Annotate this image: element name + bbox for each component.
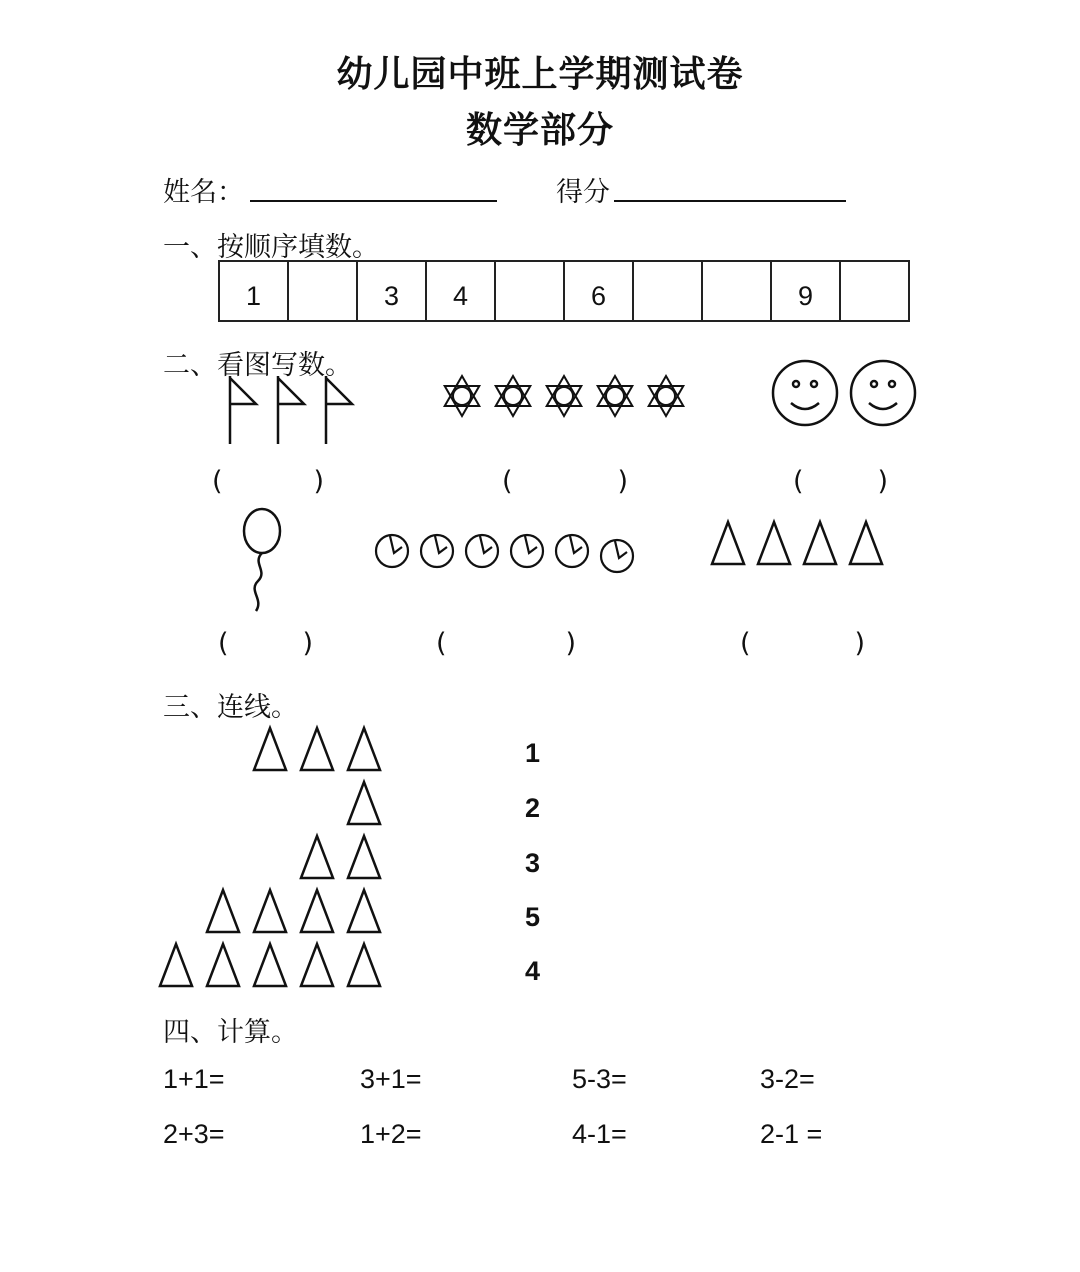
triangle-icon (301, 890, 333, 932)
equation: 2+3= (163, 1119, 225, 1149)
answer-blank-flags[interactable] (212, 466, 324, 497)
smiley-group (770, 356, 920, 432)
sequence-cell[interactable]: 3 (358, 260, 427, 322)
flower-icon (496, 376, 531, 416)
answer-blank-balloon[interactable] (218, 628, 313, 659)
triangle-icon (348, 944, 380, 986)
answer-blank-smileys[interactable] (793, 466, 888, 497)
paren-open: ( (212, 466, 223, 497)
fruit-icon (556, 535, 588, 567)
triangle-icon (301, 836, 333, 878)
flag-icon (230, 376, 256, 444)
equation: 1+1= (163, 1064, 225, 1094)
section-2-heading: 二、看图写数。 (163, 350, 352, 381)
equation: 2-1 = (760, 1119, 823, 1149)
matching-triangles (160, 720, 390, 1000)
sequence-cell[interactable]: 9 (772, 260, 841, 322)
sequence-row (218, 260, 910, 322)
smiley-icon (773, 361, 837, 425)
triangle-icon (160, 944, 192, 986)
triangle-icon (712, 522, 744, 564)
triangle-icon (207, 944, 239, 986)
equation: 4-1= (572, 1119, 627, 1149)
balloon-string (255, 553, 262, 611)
flower-icon (598, 376, 633, 416)
page-title: 幼儿园中班上学期测试卷 (336, 54, 744, 95)
paren-close: ) (854, 628, 865, 659)
smiley-icon (851, 361, 915, 425)
triangle-icon (301, 944, 333, 986)
paren-open: ( (793, 466, 804, 497)
fruit-group (372, 527, 642, 577)
paren-close: ) (617, 466, 628, 497)
triangle-icon (301, 728, 333, 770)
paren-open: ( (218, 628, 229, 659)
flower-icon (445, 376, 480, 416)
fruit-icon (601, 540, 633, 572)
answer-blank-fruits[interactable] (436, 628, 576, 659)
flag-icon (326, 376, 352, 444)
flower-icon (649, 376, 684, 416)
triangle-icon (804, 522, 836, 564)
triangle-icon (758, 522, 790, 564)
match-number[interactable]: 5 (525, 902, 541, 932)
name-label: 姓名： (163, 177, 244, 208)
equation: 3+1= (360, 1064, 422, 1094)
match-number[interactable]: 3 (525, 848, 541, 878)
triangle-icon (348, 890, 380, 932)
sequence-cell[interactable] (496, 260, 565, 322)
balloon-icon (244, 509, 280, 553)
section-4-heading: 四、计算。 (163, 1017, 298, 1048)
sequence-cell[interactable]: 6 (565, 260, 634, 322)
triangle-icon (254, 728, 286, 770)
triangle-icon (348, 728, 380, 770)
triangle-icon (348, 782, 380, 824)
sequence-cell[interactable]: 1 (220, 260, 289, 322)
paren-open: ( (502, 466, 513, 497)
fruit-icon (466, 535, 498, 567)
answer-blank-flowers[interactable] (502, 466, 628, 497)
paren-close: ) (313, 466, 324, 497)
flag-icon (278, 376, 304, 444)
equation: 5-3= (572, 1064, 627, 1094)
equation: 1+2= (360, 1119, 422, 1149)
match-number[interactable]: 1 (525, 738, 541, 768)
triangle-group (708, 520, 893, 570)
equation: 3-2= (760, 1064, 815, 1094)
page-subtitle: 数学部分 (465, 110, 614, 151)
paren-close: ) (302, 628, 313, 659)
score-field[interactable] (614, 200, 846, 202)
paren-open: ( (436, 628, 447, 659)
balloon-group (238, 505, 288, 615)
match-number[interactable]: 4 (525, 956, 541, 986)
flower-group (438, 372, 698, 422)
section-1-heading: 一、按顺序填数。 (163, 232, 379, 263)
name-field[interactable] (250, 200, 497, 202)
fruit-icon (376, 535, 408, 567)
flag-group (220, 372, 365, 450)
triangle-icon (207, 890, 239, 932)
answer-blank-triangles[interactable] (740, 628, 865, 659)
triangle-icon (254, 944, 286, 986)
sequence-cell[interactable] (703, 260, 772, 322)
paren-close: ) (565, 628, 576, 659)
triangle-icon (254, 890, 286, 932)
match-number[interactable]: 2 (525, 793, 541, 823)
score-label: 得分 (556, 177, 610, 208)
fruit-icon (511, 535, 543, 567)
sequence-cell[interactable] (841, 260, 910, 322)
flower-icon (547, 376, 582, 416)
sequence-cell[interactable] (634, 260, 703, 322)
section-3-heading: 三、连线。 (163, 692, 298, 723)
fruit-icon (421, 535, 453, 567)
sequence-cell[interactable] (289, 260, 358, 322)
triangle-icon (850, 522, 882, 564)
triangle-icon (348, 836, 380, 878)
paren-open: ( (740, 628, 751, 659)
paren-close: ) (877, 466, 888, 497)
sequence-cell[interactable]: 4 (427, 260, 496, 322)
